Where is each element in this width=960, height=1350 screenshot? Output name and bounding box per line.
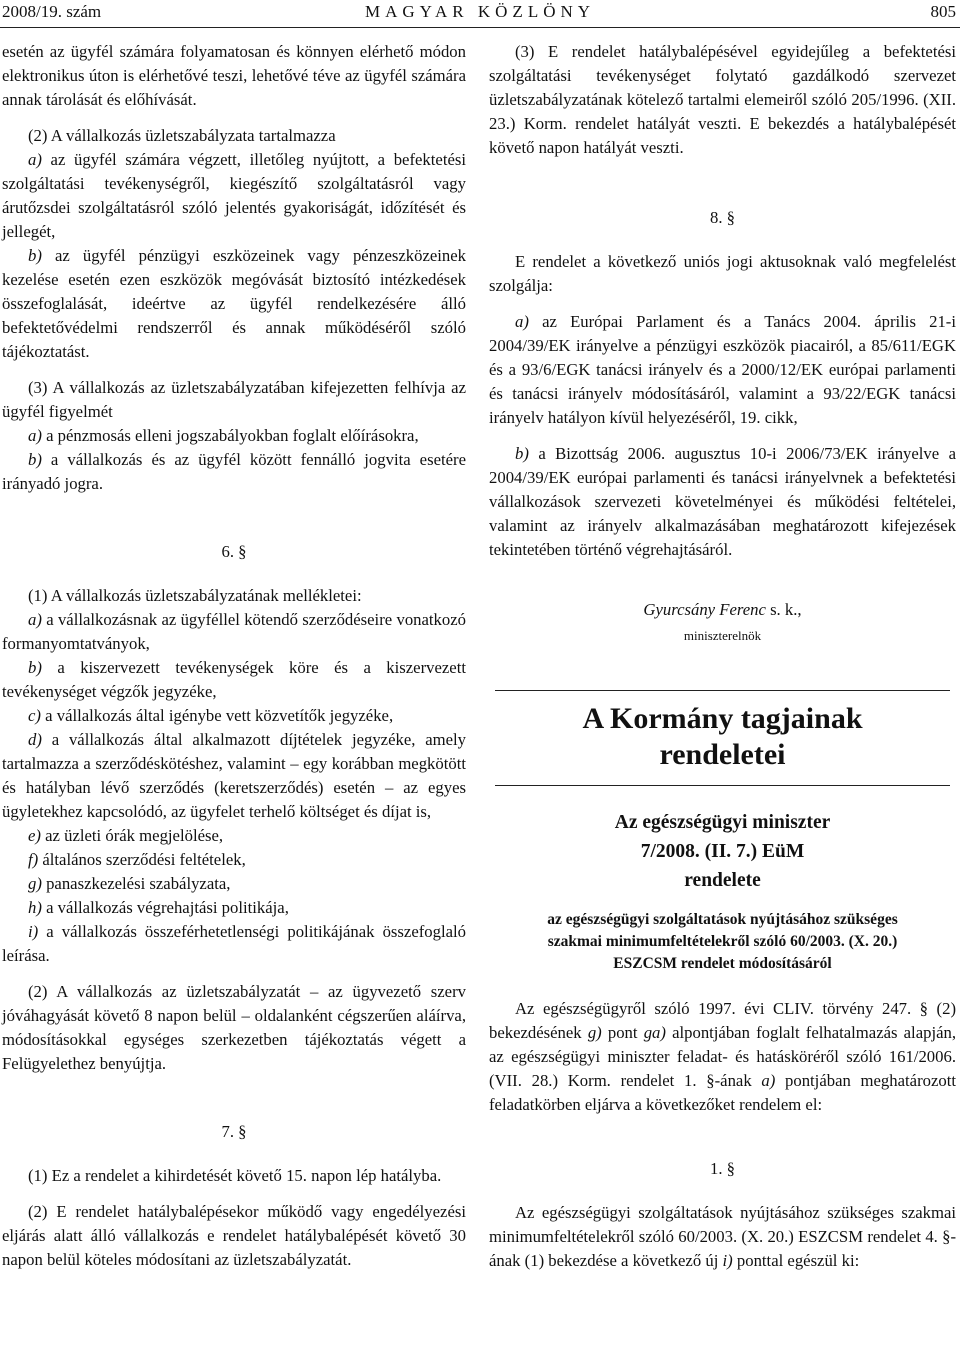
item-marker: b) <box>28 246 42 265</box>
item-marker: b) <box>28 658 42 677</box>
list-item <box>2 448 466 496</box>
list-item <box>489 310 956 430</box>
signer-suffix: s. k., <box>765 600 802 619</box>
item-text: általános szerződési feltételek, <box>38 850 246 869</box>
item-marker: f) <box>28 850 39 869</box>
paragraph: (1) Ez a rendelet a kihirdetését követő 15. napon lép hatályba. <box>28 1166 442 1185</box>
item-marker: g) <box>587 1023 602 1042</box>
item-marker: ga) <box>643 1023 666 1042</box>
signer-title: miniszterelnök <box>683 628 762 643</box>
section-heading: 8. § <box>709 208 736 227</box>
section-heading: 1. § <box>709 1159 736 1178</box>
minister-title: Az egészségügyi miniszter <box>614 812 831 833</box>
paragraph: (2) A vállalkozás üzletszabályzata tartalmazza <box>28 126 336 145</box>
decree-number: 7/2008. (II. 7.) EüM <box>640 841 805 862</box>
header-rule <box>0 27 960 28</box>
list-item <box>2 704 466 728</box>
paragraph: (3) E rendelet hatálybalépésével egyidejűleg a befektetési szolgáltatási tevékenységet folytató gazdálkodó szervezet üzletszabályzatának kötelező tartalmi elemeiről szóló 205/1996. (XII. 23.) Korm. rendelet hatályát veszti. E bekezdés a hatálybalépését követő napon hatályát veszti. <box>489 42 956 157</box>
item-text: a pénzmosás elleni jogszabályokban foglalt előírásokra, <box>41 426 419 445</box>
list-item <box>2 896 466 920</box>
preamble-text: Az egészségügyről szóló 1997. évi CLIV. törvény 247. § (2) bekezdésének <box>489 999 956 1042</box>
section-rule-bottom <box>495 785 950 786</box>
list-item <box>2 848 466 872</box>
item-marker: b) <box>28 450 42 469</box>
list-item <box>2 656 466 704</box>
item-text: az Európai Parlament és a Tanács 2004. április 21-i 2004/39/EK irányelve a pénzügyi eszközök piacairól, a 85/611/EGK és a 93/6/EGK tanácsi irányelv és a 2000/12/EK európai parlamenti és tanácsi irányelv módosításáról, valamint a 93/22/EGK tanácsi irányelv hatályon kívül helyezéséről, 19. cikk, <box>489 312 956 427</box>
list-item <box>2 824 466 848</box>
paragraph-text: Az egészségügyi szolgáltatások nyújtásához szükséges szakmai minimumfeltételekről szóló 60/2003. (X. 20.) ESZCSM rendelet 4. §-ának (1) bekezdése a következő új <box>489 1203 956 1270</box>
item-text: a Bizottság 2006. augusztus 10-i 2006/73/EK irányelve a 2004/39/EK európai parlamenti és tanácsi irányelvnek a befektetési vállalkozások szervezeti követelményei és működési feltételei, valamint az irányelv alkalmazásában meghatározott kifejezések tekintetében történő végrehajtásáról. <box>489 444 956 559</box>
item-text: a vállalkozás és az ügyfél között fennálló jogvita esetére irányadó jogra. <box>2 450 466 493</box>
item-marker: b) <box>515 444 529 463</box>
paragraph: (1) A vállalkozás üzletszabályzatának mellékletei: <box>28 586 362 605</box>
paragraph: E rendelet a következő uniós jogi aktusoknak való megfelelést szolgálja: <box>489 252 956 295</box>
left-column <box>2 40 466 1272</box>
item-text: a vállalkozás által alkalmazott díjtételek jegyzéke, amely tartalmazza a szerződéskötéshez, valamint – egy korábban megkötött és hatályban lévő szerződés (keretszerződés) esetén – az egyes ügyletekhez kapcsolódó, az ügyfelet terhelő költséget és díjat is, <box>2 730 466 821</box>
section-heading: 7. § <box>221 1122 247 1141</box>
signature <box>489 598 956 622</box>
item-text: a vállalkozás által igénybe vett közvetítők jegyzéke, <box>40 706 394 725</box>
paragraph: (2) A vállalkozás az üzletszabályzatát – az ügyvezető szerv jóváhagyását követő 8 napon belül – oldalanként cégszerűen aláírva, módosításokkal egységes szerkezetben tájékoztatás végett a Felügyelethez benyújtja. <box>2 982 466 1073</box>
item-text: az üzleti órák megjelölése, <box>40 826 224 845</box>
item-text: a vállalkozás összeférhetetlenségi politikájának összefoglaló leírása. <box>2 922 466 965</box>
decree-word: rendelete <box>684 870 761 891</box>
decree-subject: az egészségügyi szolgáltatások nyújtásához szükséges szakmai minimumfeltételekről szóló 60/2003. (X. 20.) ESZCSM rendelet módosításáról <box>547 911 898 972</box>
section-heading: 6. § <box>221 542 247 561</box>
item-marker: a) <box>761 1071 776 1090</box>
section-title: A Kormány tagjainak rendeletei <box>582 702 863 771</box>
list-item <box>2 244 466 364</box>
item-marker: e) <box>28 826 41 845</box>
paragraph <box>489 1201 956 1273</box>
right-column <box>489 40 956 1273</box>
item-marker: i) <box>28 922 39 941</box>
list-item <box>2 920 466 968</box>
item-text: a vállalkozásnak az ügyféllel kötendő szerződéseire vonatkozó formanyomtatványok, <box>2 610 466 653</box>
page-number: 805 <box>930 2 956 21</box>
journal-title: MAGYAR KÖZLÖNY <box>364 2 596 21</box>
item-marker: i) <box>722 1251 733 1270</box>
signer-name: Gyurcsány Ferenc <box>643 600 766 619</box>
item-text: az ügyfél pénzügyi eszközeinek vagy pénzeszközeinek kezelése esetén ezen eszközök megóvását biztosító intézkedések összefoglalását, ideértve az ügyfél rendelkezésére álló befektetővédelmi rendszerről és annak működéséről szóló tájékoztatást. <box>2 246 466 361</box>
item-marker: d) <box>28 730 42 749</box>
preamble-text: alpontjában foglalt felhatalmazás alapján, az egészségügyi miniszter feladat- és hatásköréről szóló 161/2006. (VII. 28.) Korm. rendelet 1. §-ának <box>489 1023 957 1090</box>
issue-number: 2008/19. szám <box>2 2 102 21</box>
item-text: panaszkezelési szabályzata, <box>41 874 231 893</box>
list-item <box>489 442 956 562</box>
preamble-text: pont <box>601 1023 644 1042</box>
paragraph: esetén az ügyfél számára folyamatosan és könnyen elérhető módon elektronikus úton is elérhetővé teszi, lehetővé téve az ügyfél számára annak tárolását és előhívását. <box>2 42 466 109</box>
item-marker: a) <box>28 426 42 445</box>
list-item <box>2 728 466 824</box>
page-header <box>0 0 960 26</box>
preamble <box>489 997 956 1117</box>
section-rule-top <box>495 690 950 691</box>
list-item <box>2 872 466 896</box>
paragraph-text: ponttal egészül ki: <box>732 1251 860 1270</box>
item-marker: c) <box>28 706 41 725</box>
paragraph: (3) A vállalkozás az üzletszabályzatában kifejezetten felhívja az ügyfél figyelmét <box>2 378 466 421</box>
item-text: a vállalkozás végrehajtási politikája, <box>41 898 289 917</box>
item-marker: g) <box>28 874 42 893</box>
list-item <box>2 608 466 656</box>
paragraph: (2) E rendelet hatálybalépésekor működő vagy engedélyezési eljárás alatt álló vállalkozás e rendelet hatálybalépését követő 30 napon belül köteles módosítani az üzletszabályzatát. <box>2 1202 466 1269</box>
preamble-text: pontjában meghatározott feladatkörben eljárva a következőket rendelem el: <box>489 1071 956 1114</box>
item-text: az ügyfél számára végzett, illetőleg nyújtott, a befektetési szolgáltatási tevékenységről, kiegészítő szolgáltatásról vagy árutőzsdei szolgáltatásról szóló jelentés gyakoriságát, időzítését és jellegét, <box>2 150 466 241</box>
item-marker: a) <box>28 150 42 169</box>
list-item <box>2 148 466 244</box>
item-marker: a) <box>515 312 529 331</box>
list-item <box>2 424 466 448</box>
item-marker: a) <box>28 610 42 629</box>
item-marker: h) <box>28 898 42 917</box>
item-text: a kiszervezett tevékenységek köre és a kiszervezett tevékenységet végzők jegyzéke, <box>2 658 466 701</box>
